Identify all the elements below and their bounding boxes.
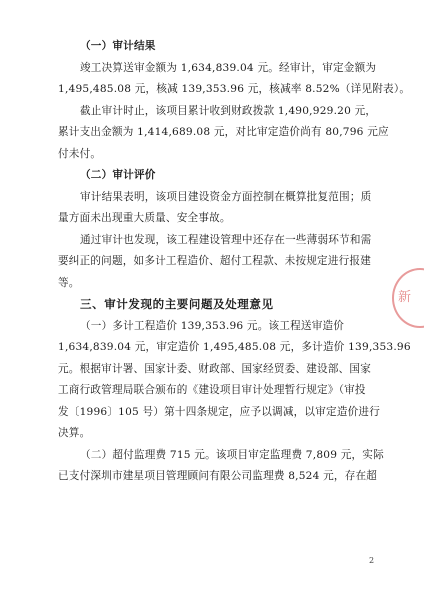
paragraph-line: 发〔1996〕105 号）第十四条规定，应予以调减，以审定造价进行 [58, 405, 380, 418]
paragraph-line: 截止审计时止，该项目累计收到财政拨款 1,490,929.20 元， [80, 104, 377, 117]
paragraph-line: 1,634,839.04 元，审定造价 1,495,485.08 元，多计造价 139,353.96 [58, 341, 411, 353]
paragraph-line: 竣工决算送审金额为 1,634,839.04 元。经审计，审定金额为 [80, 61, 377, 74]
section-main-issues [58, 294, 411, 488]
paragraph-line: 等。 [58, 276, 80, 289]
paragraph-line: 通过审计也发现，该工程建设管理中还存在一些薄弱环节和需 [80, 233, 372, 246]
section-heading-main-issues: 三、审计发现的主要问题及处理意见 [80, 297, 274, 311]
paragraph-line: 审计结果表明，该项目建设资金方面控制在概算批复范围；质 [80, 190, 372, 203]
paragraph-line: 要纠正的问题，如多计工程造价、超付工程款、未按规定进行报建 [58, 255, 372, 267]
paragraph-line: 付未付。 [58, 147, 102, 160]
paragraph-line: 工商行政管理局联合颁布的《建设项目审计处理暂行规定》（审投 [58, 384, 366, 396]
section-audit-evaluation [58, 165, 384, 294]
paragraph-line: （二）超付监理费 715 元。该项目审定监理费 7,809 元，实际 [80, 448, 384, 461]
paragraph-line: 决算。 [58, 427, 91, 439]
section-heading-audit-results: （一）审计结果 [80, 40, 156, 52]
paragraph-line: 已支付深圳市建星项目管理顾问有限公司监理费 8,524 元，存在超 [58, 470, 378, 482]
paragraph-line: 元。根据审计署、国家计委、财政部、国家经贸委、建设部、国家 [58, 362, 372, 375]
paragraph-line: 量方面未出现重大质量、安全事故。 [58, 212, 231, 224]
page-number: 2 [369, 556, 375, 565]
section-heading-audit-evaluation: （二）审计评价 [80, 169, 156, 181]
red-seal-stamp: 新 [392, 268, 424, 328]
section-audit-results [58, 36, 411, 165]
paragraph-line: （一）多计工程造价 139,353.96 元。该工程送审造价 [80, 319, 345, 332]
paragraph-line: 累计支出金额为 1,414,689.08 元，对比审定造价尚有 80,796 元应 [58, 126, 389, 138]
paragraph-line: 1,495,485.08 元，核减 139,353.96 元，核减率 8.52%（详见附表）。 [58, 83, 411, 95]
